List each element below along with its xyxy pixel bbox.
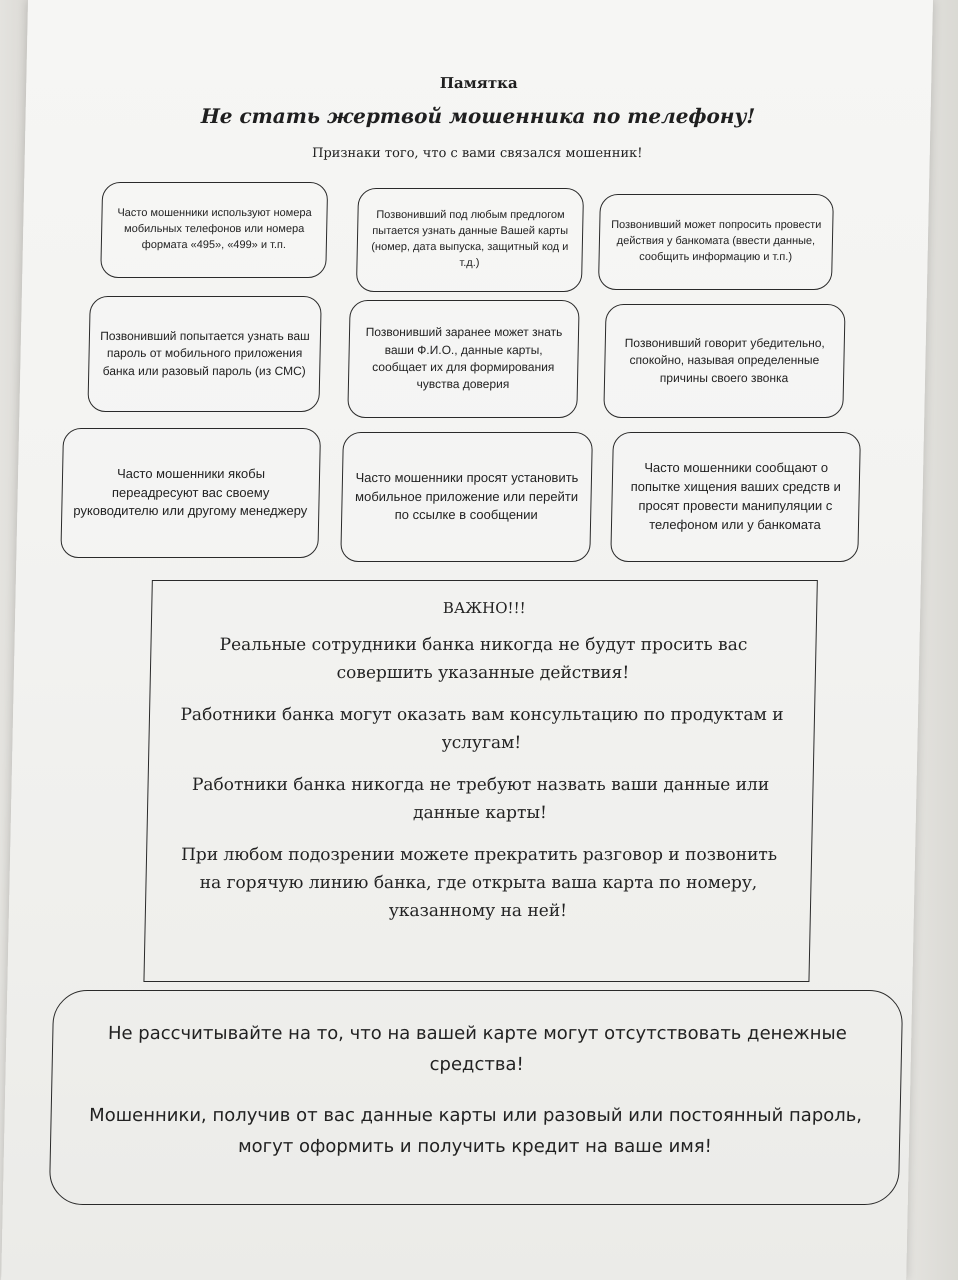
- sign-text: Позвонивший заранее может знать ваши Ф.И.О., данные карты, сообщает их для формирования чувства доверия: [365, 325, 563, 392]
- page-subtitle: Признаки того, что с вами связался мошенник!: [311, 146, 643, 161]
- sign-card-7: [60, 428, 321, 558]
- important-box: [143, 580, 817, 982]
- important-paragraph: При любом подозрении можете прекратить разговор и позвонить на горячую линию банка, где открыта ваша карта по номеру, указанному на ней!: [180, 845, 778, 922]
- sign-card-6: [603, 304, 845, 418]
- sign-card-9: [610, 432, 861, 562]
- memo-label: Памятка: [439, 74, 518, 92]
- warning-paragraph: Не рассчитывайте на то, что на вашей карте могут отсутствовать денежные средства!: [107, 1023, 847, 1075]
- warning-box: [49, 990, 904, 1205]
- sign-card-2: [356, 188, 584, 292]
- important-paragraph: Работники банка могут оказать вам консультацию по продуктам и услугам!: [180, 705, 784, 754]
- important-title: ВАЖНО!!!: [442, 599, 526, 617]
- sign-text: Позвонивший говорит убедительно, спокойно, называя определенные причины своего звонка: [624, 335, 825, 385]
- sign-text: Часто мошенники сообщают о попытке хищения ваших средств и просят провести манипуляции с телефоном или у банкомата: [630, 460, 842, 532]
- sign-text: Позвонивший может попросить провести действия у банкомата (ввести данные, сообщить информацию и т.п.): [611, 219, 822, 263]
- sign-card-1: [100, 182, 328, 278]
- sign-text: Позвонивший попытается узнать ваш пароль от мобильного приложения банка или разовый пароль (из СМС): [100, 328, 310, 378]
- sign-card-8: [340, 432, 593, 562]
- sign-card-3: [598, 194, 834, 290]
- sign-text: Позвонивший под любым предлогом пытается узнать данные Вашей карты (номер, дата выпуска, защитный код и т.д.): [371, 209, 569, 269]
- important-paragraph: Реальные сотрудники банка никогда не будут просить вас совершить указанные действия!: [219, 635, 748, 684]
- page-title: Не стать жертвой мошенника по телефону!: [200, 104, 756, 128]
- sign-card-4: [87, 296, 321, 412]
- sign-text: Часто мошенники используют номера мобильных телефонов или номера формата «495», «499» и т.п.: [117, 207, 312, 251]
- memo-sheet: [1, 0, 933, 1280]
- sign-card-5: [347, 300, 579, 418]
- sign-text: Часто мошенники якобы переадресуют вас своему руководителю или другому менеджеру: [73, 465, 308, 519]
- warning-paragraph: Мошенники, получив от вас данные карты или разовый или постоянный пароль, могут оформить и получить кредит на ваше имя!: [88, 1104, 863, 1157]
- sign-text: Часто мошенники просят установить мобильное приложение или перейти по ссылке в сообщении: [354, 469, 579, 523]
- important-paragraph: Работники банка никогда не требуют назвать ваши данные или данные карты!: [191, 775, 770, 824]
